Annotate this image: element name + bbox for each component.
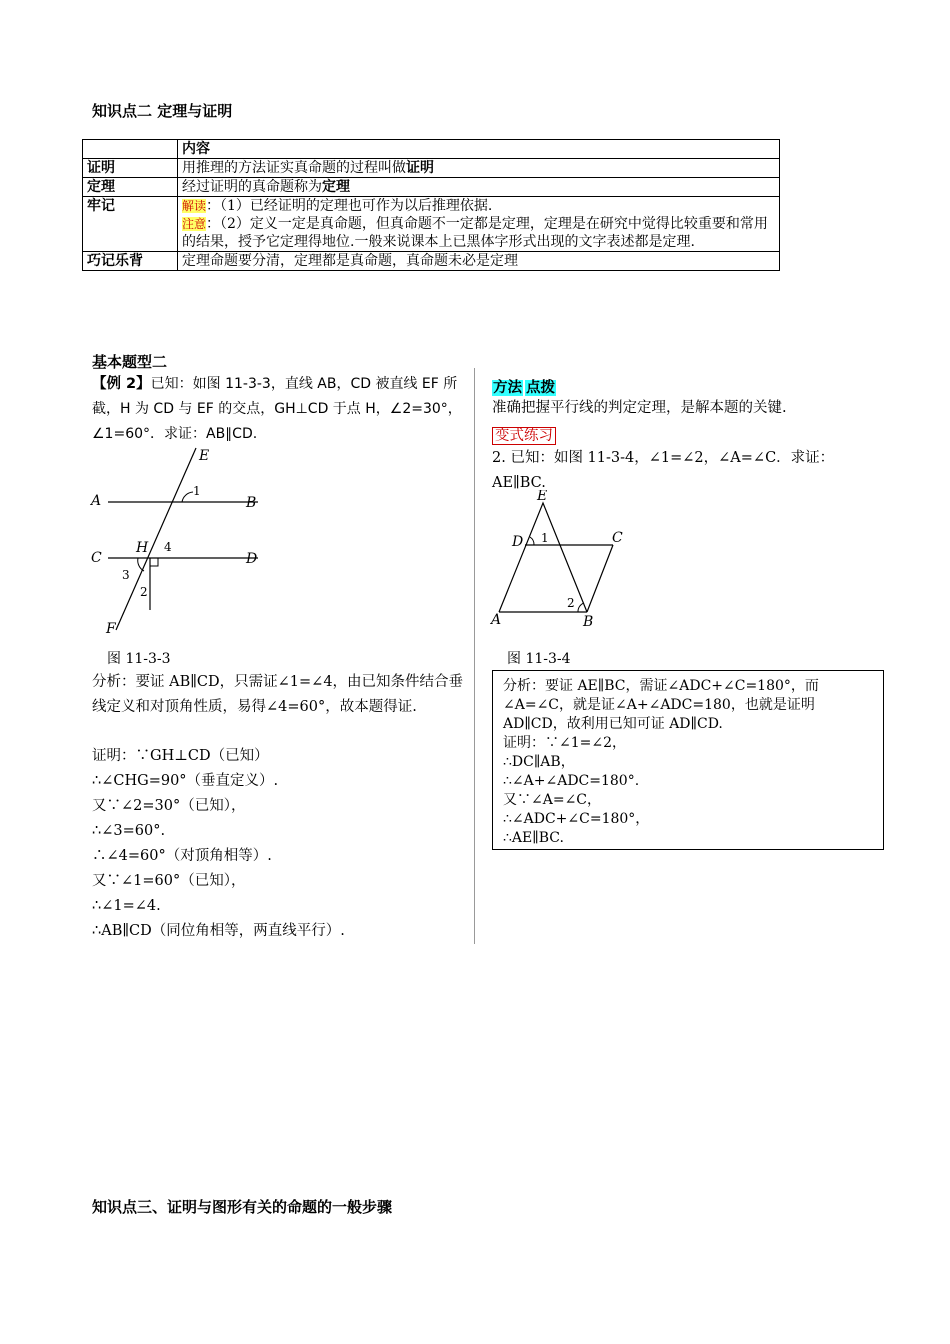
proof: [92, 744, 464, 944]
proof-line: ∴∠4=60°（对顶角相等）.: [92, 848, 272, 864]
analysis: 分析：要证 AB∥CD，只需证∠1=∠4，由已知条件结合垂线定义和对顶角性质，易得∠4=60°，故本题得证.: [92, 674, 464, 715]
solution-line: AD∥CD，故利用已知可证 AD∥CD.: [503, 716, 723, 732]
solution-line: 又∵∠A=∠C，: [503, 792, 602, 808]
label-H: H: [136, 540, 149, 556]
figure-caption: 图 11-3-4: [507, 651, 571, 667]
label-F: F: [106, 621, 116, 637]
label-E: E: [199, 448, 210, 464]
angle-2: 2: [567, 596, 575, 610]
table-header: 内容: [178, 140, 780, 159]
section3-title: 知识点三、证明与图形有关的命题的一般步骤: [92, 1198, 393, 1216]
proof-line: 又∵∠2=30°（已知），: [92, 798, 246, 814]
figure-11-3-4: [485, 490, 635, 635]
label-A: A: [491, 612, 502, 628]
method-tip-text: 准确把握平行线的判定定理，是解本题的关键.: [492, 400, 787, 416]
label-D: D: [246, 551, 258, 567]
table-row: 定理 经过证明的真命题称为定理: [83, 178, 780, 197]
section2-title: 知识点二 定理与证明: [92, 102, 233, 120]
table-row: 牢记 解读：（1）已经证明的定理也可作为以后推理依据. 注意：（2）定义一定是真命题，但真命题不一定都是定理，定理是在研究中觉得比较重要和常用的结果，授予它定理得地位.一般来说课本上已黑体字形式出现的文字表述都是定理.: [83, 197, 780, 252]
proof-line: ∴∠3=60°.: [92, 823, 166, 839]
angle-4: 4: [164, 540, 172, 554]
row-label: 证明: [83, 159, 178, 178]
solution-line: 证明：∵∠1=∠2，: [503, 735, 627, 751]
solution-line: ∴∠A+∠ADC=180°.: [503, 773, 640, 789]
row-label: 牢记: [83, 197, 178, 252]
label-B: B: [246, 495, 257, 511]
table-row: [83, 140, 780, 159]
solution-line: ∴AE∥BC.: [503, 830, 564, 846]
label-D: D: [512, 534, 524, 550]
note-tag: 解读: [182, 199, 207, 213]
row-label: 巧记乐背: [83, 252, 178, 271]
figure-11-3-3: [86, 440, 276, 640]
practice-label: 变式练习: [492, 427, 556, 445]
solution-line: ∴∠ADC+∠C=180°，: [503, 811, 650, 827]
problem-2: 2. 已知：如图 11-3-4，∠1=∠2，∠A=∠C．求证：AE∥BC.: [492, 450, 835, 491]
label-A: A: [91, 493, 102, 509]
basic-type-title: 基本题型二: [92, 353, 168, 371]
proof-line: ∴∠1=∠4.: [92, 898, 161, 914]
proof-line: ∴∠CHG=90°（垂直定义）.: [92, 773, 279, 789]
figure-caption: 图 11-3-3: [107, 651, 171, 667]
example-2: 【例 2】已知：如图 11-3-3，直线 AB，CD 被直线 EF 所截，H 为 CD 与 EF 的交点，GH⊥CD 于点 H，∠2=30°，∠1=60°．求证：AB∥CD.: [92, 376, 462, 442]
proof-line: ∴AB∥CD（同位角相等，两直线平行）.: [92, 923, 345, 939]
angle-3: 3: [122, 568, 130, 582]
angle-2: 2: [140, 585, 148, 599]
proof-line: 又∵∠1=60°（已知），: [92, 873, 246, 889]
label-E: E: [537, 490, 548, 504]
solution-line: 分析：要证 AE∥BC，需证∠ADC+∠C=180°，而: [503, 678, 819, 694]
label-C: C: [91, 550, 102, 566]
angle-1: 1: [193, 484, 201, 498]
row-label: 定理: [83, 178, 178, 197]
label-B: B: [583, 614, 594, 630]
table-row: 证明 用推理的方法证实真命题的过程叫做证明: [83, 159, 780, 178]
theorem-table: [82, 139, 780, 271]
solution-box: [492, 670, 884, 850]
column-divider: [474, 368, 475, 944]
proof-line: 证明：∵GH⊥CD（已知）: [92, 748, 269, 764]
angle-1: 1: [541, 531, 549, 545]
method-tip-label: 方法 点拨: [493, 380, 555, 396]
solution-line: ∠A=∠C，就是证∠A+∠ADC=180，也就是证明: [503, 697, 815, 713]
solution-line: ∴DC∥AB，: [503, 754, 575, 770]
label-C: C: [612, 530, 623, 546]
note-tag: 注意: [182, 217, 207, 231]
table-row: 巧记乐背 定理命题要分清，定理都是真命题，真命题未必是定理: [83, 252, 780, 271]
